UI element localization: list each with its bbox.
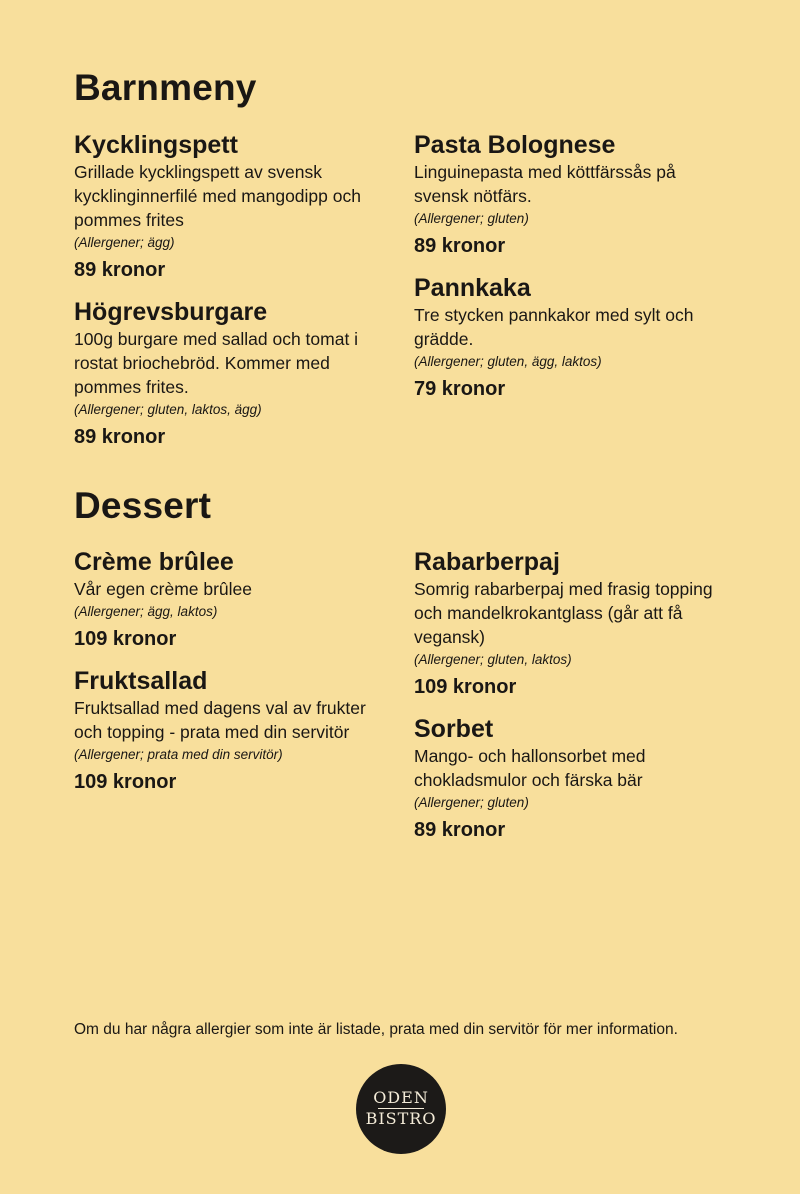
logo-line-1: ODEN [373, 1088, 429, 1107]
item-description: Linguinepasta med köttfärssås på svensk nötfärs. [414, 162, 676, 206]
item-price: 89 kronor [74, 259, 166, 281]
item-price: 89 kronor [74, 426, 166, 448]
menu-item [74, 297, 394, 451]
item-name: Fruktsallad [74, 667, 208, 695]
item-description: Fruktsallad med dagens val av frukter och topping - prata med din servitör [74, 698, 366, 742]
item-allergens: (Allergener; ägg) [74, 235, 175, 250]
item-allergens: (Allergener; gluten) [414, 795, 529, 810]
item-name: Högrevsburgare [74, 298, 268, 326]
item-description: Somrig rabarberpaj med frasig topping och mandelkrokantglass (går att få vegansk) [414, 579, 713, 647]
item-name: Kycklingspett [74, 131, 238, 159]
item-price: 79 kronor [414, 378, 506, 400]
item-allergens: (Allergener; gluten, laktos, ägg) [74, 402, 262, 417]
menu-item [74, 547, 394, 653]
item-description: Vår egen crème brûlee [74, 579, 253, 599]
item-name: Pasta Bolognese [414, 131, 616, 159]
item-allergens: (Allergener; prata med din servitör) [74, 747, 283, 762]
item-allergens: (Allergener; gluten) [414, 211, 529, 226]
item-price: 109 kronor [414, 676, 517, 698]
item-price: 109 kronor [74, 628, 177, 650]
menu-item [414, 273, 734, 403]
item-price: 89 kronor [414, 235, 506, 257]
item-allergens: (Allergener; ägg, laktos) [74, 604, 218, 619]
item-description: 100g burgare med sallad och tomat i rostat briochebröd. Kommer med pommes frites. [74, 329, 359, 397]
item-description: Mango- och hallonsorbet med chokladsmulor och färska bär [414, 746, 646, 790]
logo-line-2: BISTRO [365, 1109, 437, 1128]
item-description: Grillade kycklingspett av svensk kycklinginnerfilé med mangodipp och pommes frites [74, 162, 361, 230]
allergy-footer-note: Om du har några allergier som inte är listade, prata med din servitör för mer information. [74, 1021, 678, 1038]
dessert-column-right [414, 547, 734, 857]
item-name: Rabarberpaj [414, 548, 560, 576]
item-name: Crème brûlee [74, 548, 234, 576]
barnmeny-column-right [414, 130, 734, 416]
item-name: Pannkaka [414, 274, 531, 302]
oden-bistro-logo [356, 1064, 446, 1154]
menu-item [74, 666, 394, 796]
menu-item [74, 130, 394, 284]
item-price: 109 kronor [74, 771, 177, 793]
menu-item [414, 130, 734, 260]
item-name: Sorbet [414, 715, 494, 743]
dessert-column-left [74, 547, 394, 809]
item-price: 89 kronor [414, 819, 506, 841]
menu-item [414, 714, 734, 844]
section-title-dessert: Dessert [74, 485, 212, 526]
item-allergens: (Allergener; gluten, ägg, laktos) [414, 354, 602, 369]
section-title-barnmeny: Barnmeny [74, 67, 257, 108]
menu-item [414, 547, 734, 701]
item-allergens: (Allergener; gluten, laktos) [414, 652, 572, 667]
item-description: Tre stycken pannkakor med sylt och grädde. [414, 305, 694, 349]
barnmeny-column-left [74, 130, 394, 464]
